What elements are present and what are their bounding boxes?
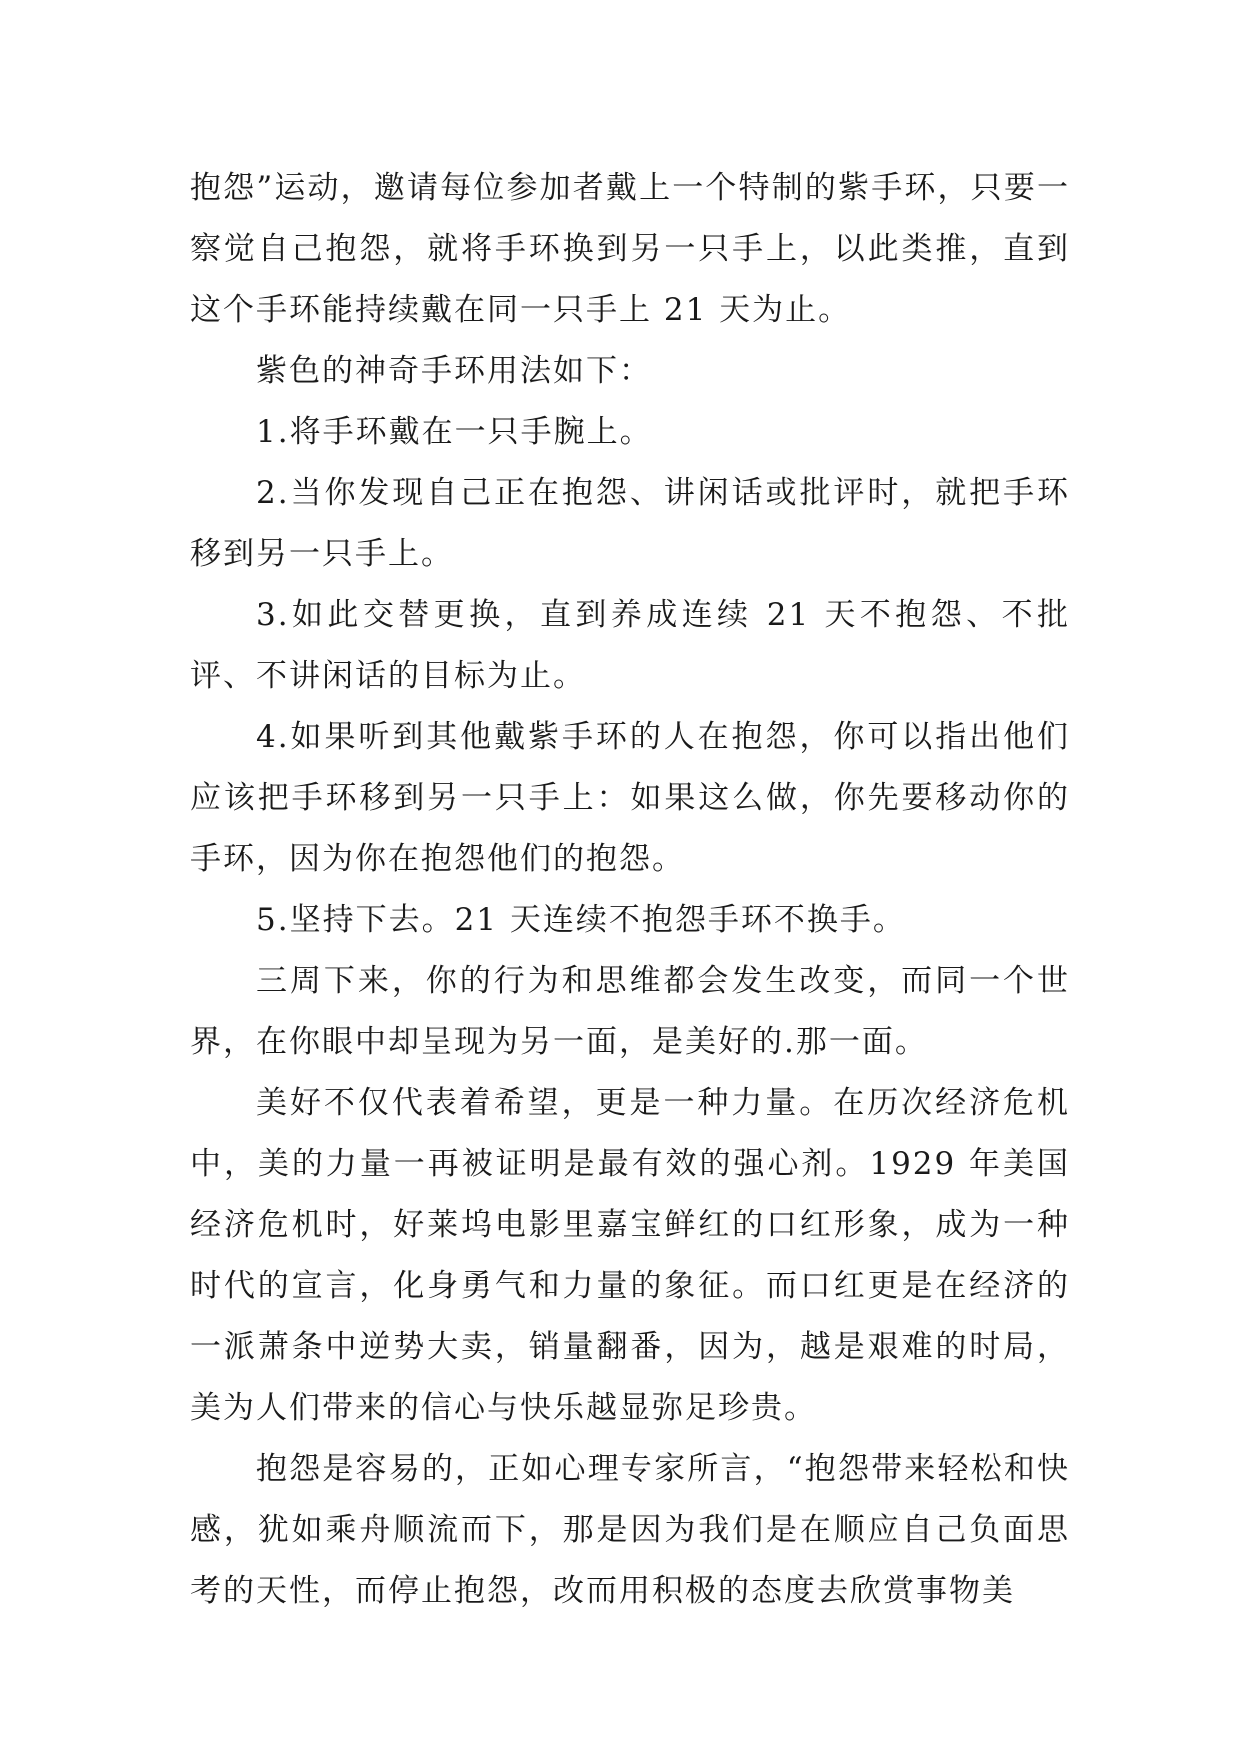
list-item-step-5: 5.坚持下去。21 天连续不抱怨手环不换手。 [256, 902, 906, 938]
paragraph-complaint-easy: 抱怨是容易的，正如心理专家所言，“抱怨带来轻松和快感，犹如乘舟顺流而下，那是因为我们是在顺应自己负面思考的天性，而停止抱怨，改而用积极的态度去欣赏事物美 [190, 1451, 1070, 1609]
document-body [190, 158, 1070, 1622]
paragraph-beauty-power: 美好不仅代表着希望，更是一种力量。在历次经济危机中，美的力量一再被证明是最有效的强心剂。1929 年美国经济危机时，好莱坞电影里嘉宝鲜红的口红形象，成为一种时代的宣言，化身勇气和力量的象征。而口红更是在经济的一派萧条中逆势大卖，销量翻番，因为，越是艰难的时局，美为人们带来的信心与快乐越显弥足珍贵。 [190, 1085, 1070, 1426]
list-item-step-1: 1.将手环戴在一只手腕上。 [256, 414, 653, 450]
list-item-step-2: 2.当你发现自己正在抱怨、讲闲话或批评时，就把手环移到另一只手上。 [190, 475, 1070, 572]
paragraph-continuation: 抱怨”运动，邀请每位参加者戴上一个特制的紫手环，只要一察觉自己抱怨，就将手环换到另一只手上，以此类推，直到这个手环能持续戴在同一只手上 21 天为止。 [190, 170, 1070, 328]
list-item-step-4: 4.如果听到其他戴紫手环的人在抱怨，你可以指出他们应该把手环移到另一只手上：如果这么做，你先要移动你的手环，因为你在抱怨他们的抱怨。 [190, 719, 1070, 877]
paragraph-three-weeks: 三周下来，你的行为和思维都会发生改变，而同一个世界，在你眼中却呈现为另一面，是美好的.那一面。 [190, 963, 1070, 1060]
paragraph-usage-intro: 紫色的神奇手环用法如下： [256, 353, 652, 389]
list-item-step-3: 3.如此交替更换，直到养成连续 21 天不抱怨、不批评、不讲闲话的目标为止。 [190, 597, 1070, 694]
